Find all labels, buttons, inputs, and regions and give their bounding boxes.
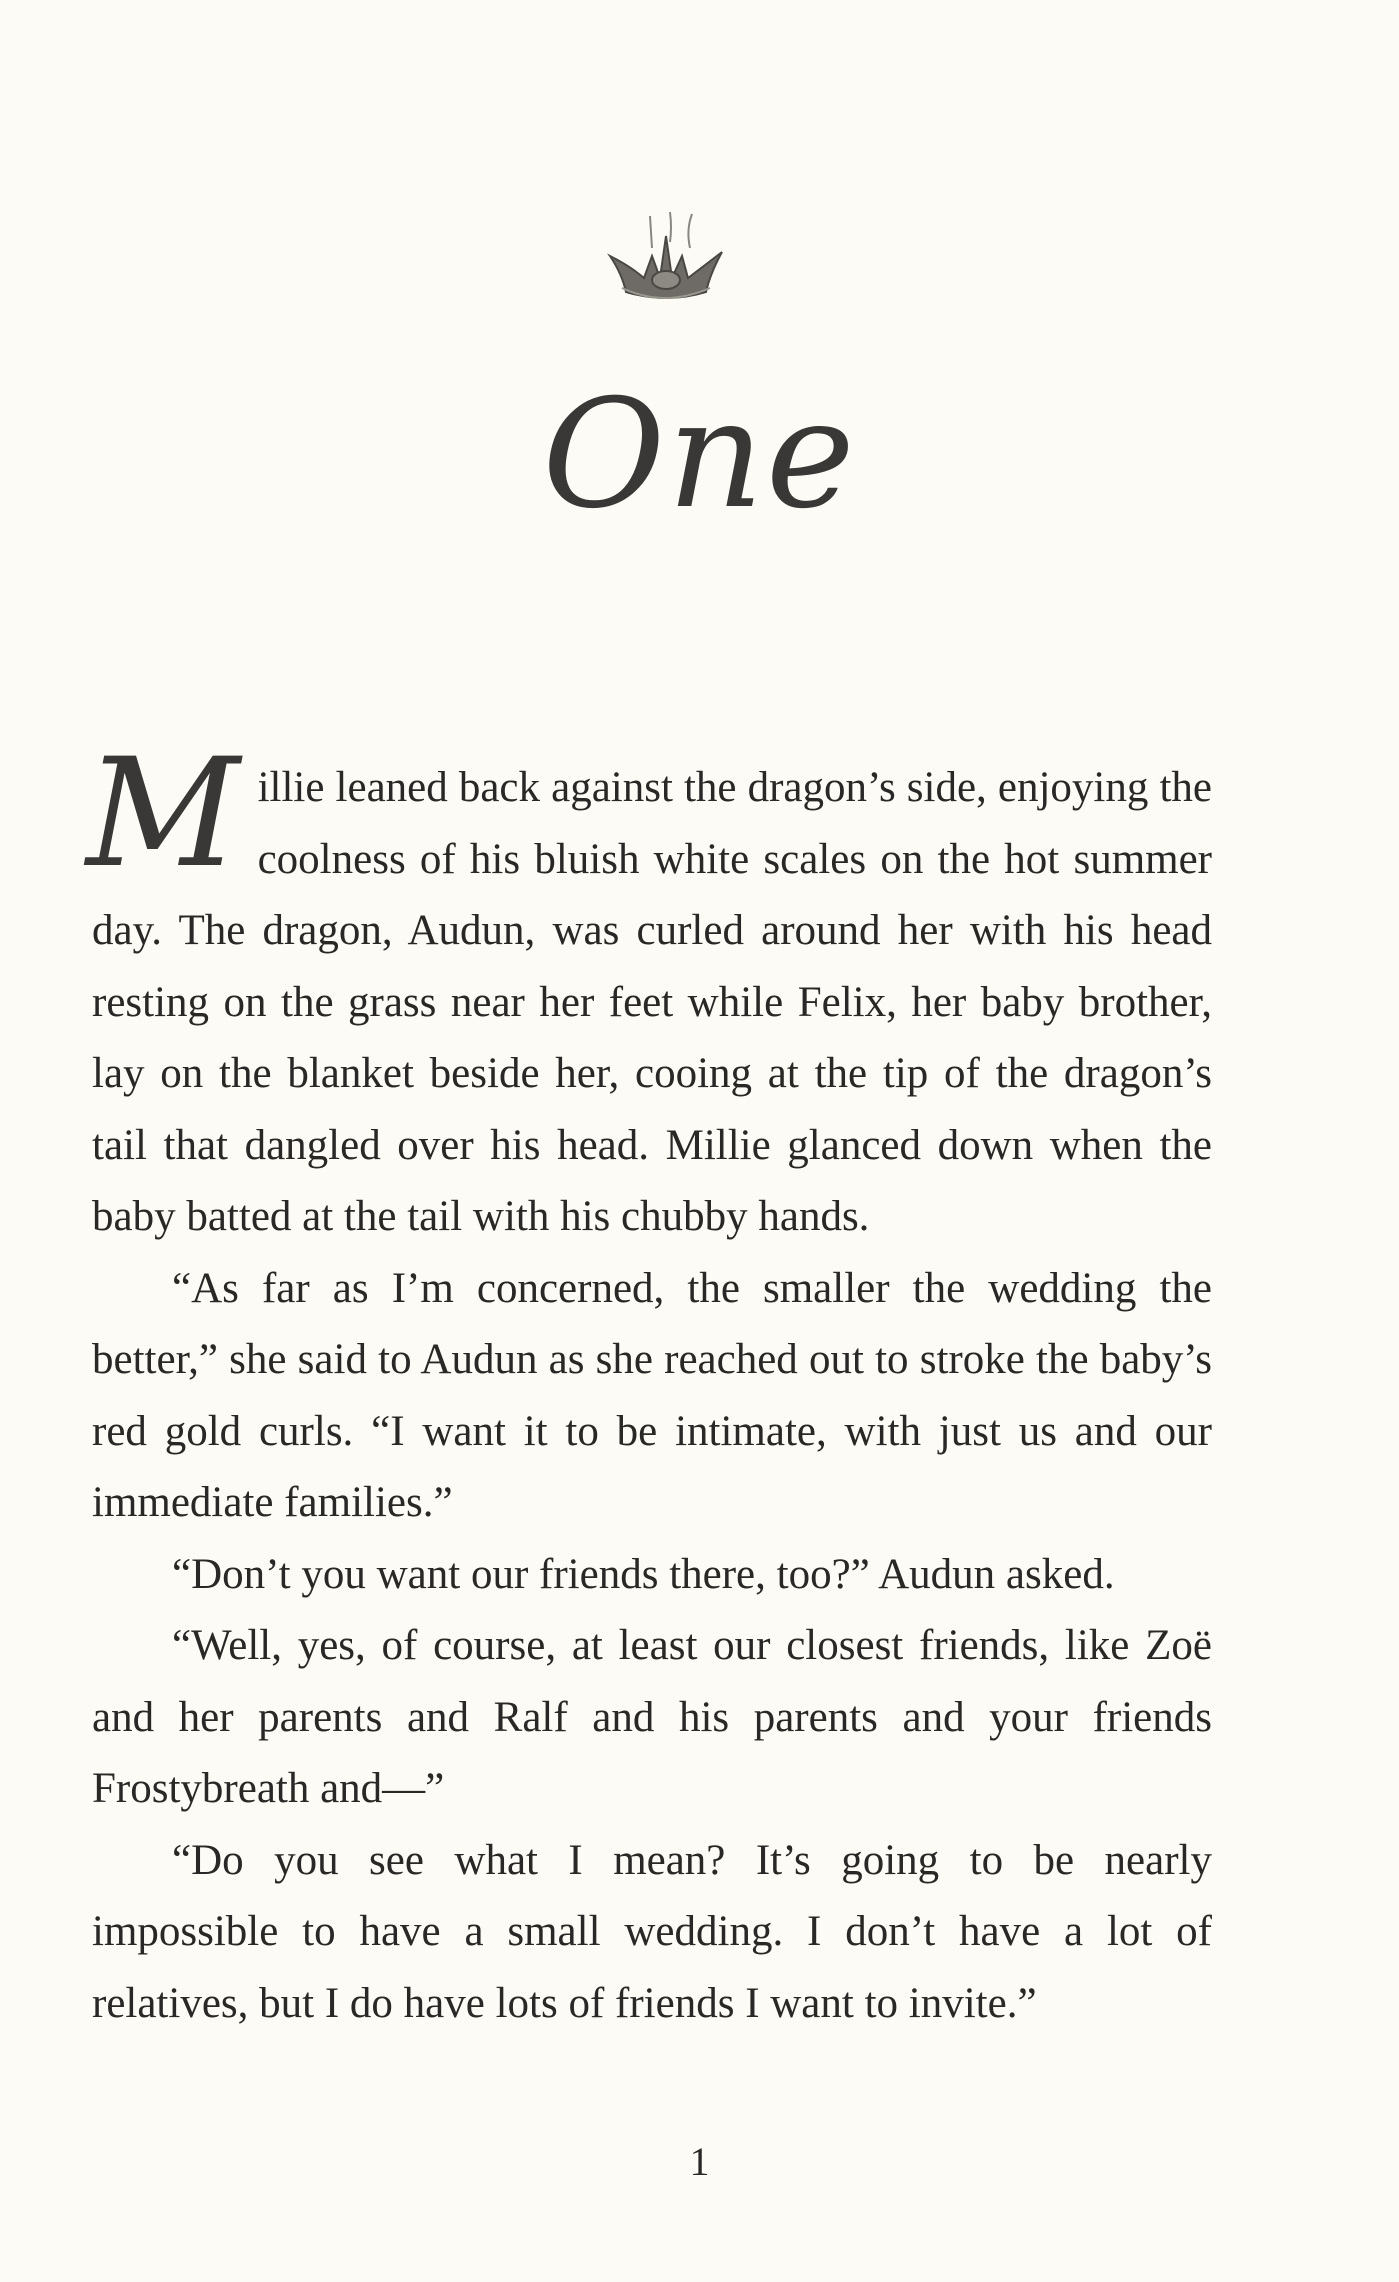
paragraph: “Do you see what I mean? It’s going to be nearly impossible to have a small wedding. I don’t have a lot of relatives, but I do have lots of friends I want to invite.”	[92, 1836, 1212, 2027]
paragraph	[86, 727, 1212, 1253]
paragraph: “As far as I’m concerned, the smaller the wedding the better,” she said to Audun as she reached out to stroke the baby’s red gold curls. “I want it to be intimate, with just us and our immediate families.”	[92, 1264, 1212, 1526]
paragraph: “Well, yes, of course, at least our closest friends, like Zoë and her parents and Ralf and his parents and your friends Frostybreath and—”	[92, 1622, 1212, 1812]
paragraph: “Don’t you want our friends there, too?” Audun asked.	[172, 1550, 1115, 1598]
drop-cap: M	[86, 727, 240, 901]
crown-icon	[600, 208, 730, 338]
paragraph-text: illie leaned back against the dragon’s side, enjoying the coolness of his bluish white scales on the hot summer day. The dragon, Audun, was curled around her with his head resting on the grass near her feet while Felix, her baby brother, lay on the blanket beside her, cooing at the tip of the dragon’s tail that dangled over his head. Millie glanced down when the baby batted at the tail with his chubby hands.	[92, 764, 1212, 1240]
page-number: 1	[689, 2139, 710, 2184]
chapter-title: One	[542, 368, 857, 542]
body-text	[86, 727, 1212, 2039]
